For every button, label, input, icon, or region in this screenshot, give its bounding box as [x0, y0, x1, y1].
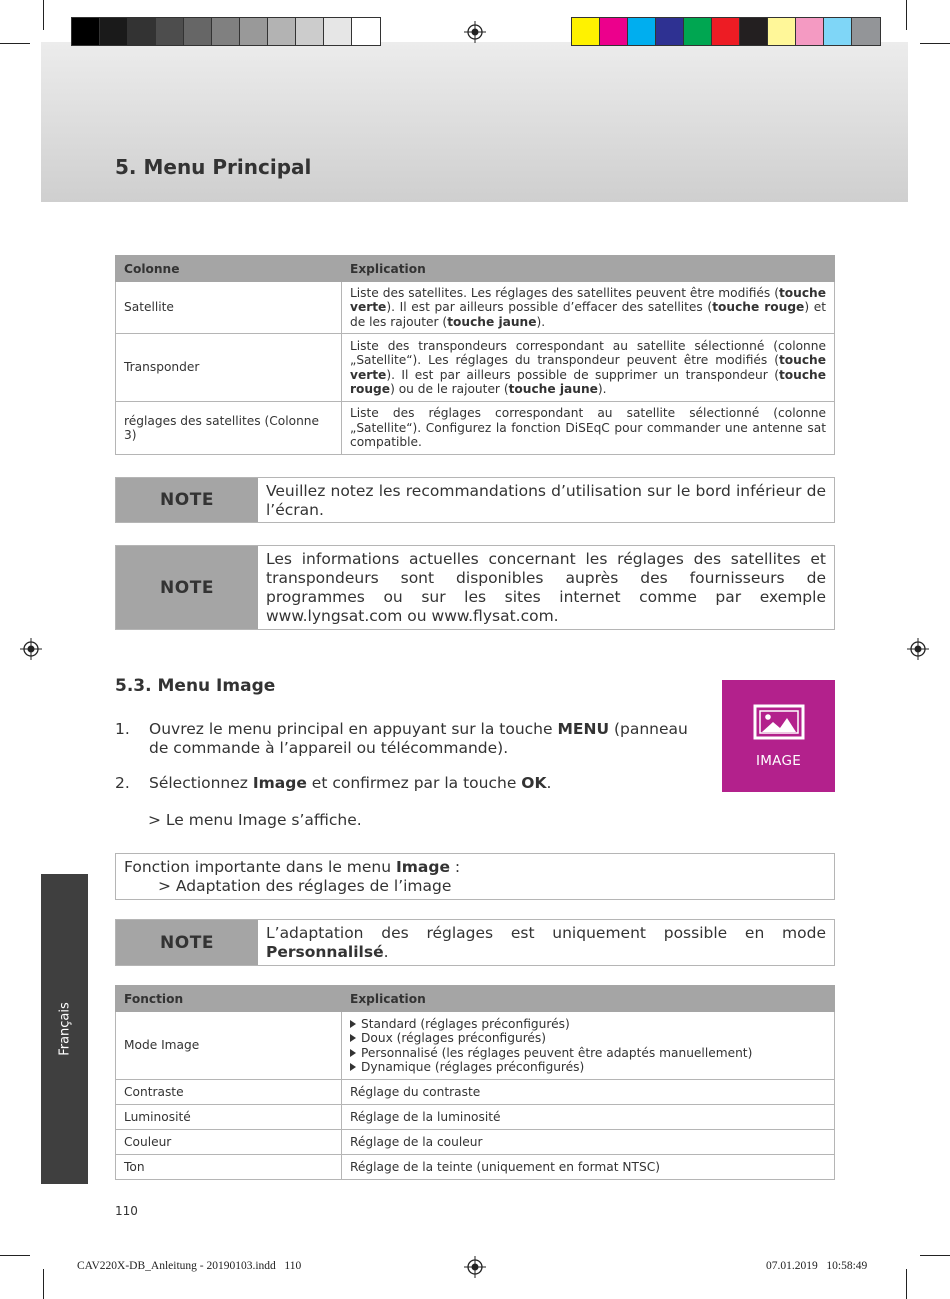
crop-mark	[906, 0, 907, 30]
important-function-box	[115, 853, 835, 900]
table-cell-explanation: Réglage du contraste	[342, 1080, 835, 1105]
note-box	[115, 919, 835, 966]
page-title: 5. Menu Principal	[115, 155, 312, 179]
gray-swatch-bar	[71, 17, 381, 46]
note-text: L’adaptation des réglages est uniquement possible en mode Personnalilsé.	[266, 924, 826, 961]
color-swatch	[352, 18, 380, 45]
crop-mark	[920, 43, 950, 44]
note-label: NOTE	[116, 920, 258, 965]
list-item: Standard (réglages préconfigurés)	[350, 1017, 826, 1031]
table-row	[116, 1012, 835, 1080]
table-cell-explanation: Réglage de la couleur	[342, 1130, 835, 1155]
triangle-bullet-icon	[350, 1063, 356, 1071]
table-cell-explanation	[342, 1012, 835, 1080]
table-cell-column: Satellite	[116, 282, 342, 334]
table-header-cell: Fonction	[116, 986, 342, 1012]
table-cell-explanation: Liste des réglages correspondant au satellite sélectionné (colonne „Satellite“). Configurez la fonction DiSEqC pour commander une antenne sat compatible.	[342, 402, 835, 455]
picture-icon	[753, 704, 805, 740]
table-cell-explanation: Réglage de la luminosité	[342, 1105, 835, 1130]
color-swatch	[600, 18, 628, 45]
image-tile-label: IMAGE	[755, 753, 802, 769]
step-text: Ouvrez le menu principal en appuyant sur la touche MENU (panneau de commande à l’appareil ou télécommande).	[149, 720, 688, 757]
crop-mark	[43, 0, 44, 30]
table-cell-column: réglages des satellites (Colonne 3)	[116, 402, 342, 455]
triangle-bullet-icon	[350, 1034, 356, 1042]
table-row	[116, 1080, 835, 1105]
list-item: Personnalisé (les réglages peuvent être adaptés manuellement)	[350, 1046, 826, 1060]
step-item	[115, 720, 715, 760]
image-menu-tile	[722, 680, 835, 792]
step-text: Sélectionnez Image et confirmez par la touche OK.	[149, 774, 552, 792]
image-functions-table	[115, 985, 835, 1180]
print-slug-date: 07.01.2019 10:58:49	[766, 1260, 868, 1272]
table-cell-explanation: Liste des satellites. Les réglages des satellites peuvent être modifiés (touche verte). Il est par ailleurs possible d’effacer des satellites (touche rouge) et de les rajouter (touche jaune).	[342, 282, 835, 334]
color-swatch	[712, 18, 740, 45]
registration-mark-icon	[907, 638, 929, 660]
registration-mark-icon	[464, 1256, 486, 1278]
table-header-cell: Explication	[342, 256, 835, 282]
color-swatch	[740, 18, 768, 45]
table-cell-column: Contraste	[116, 1080, 342, 1105]
color-swatch-bar	[571, 17, 881, 46]
registration-mark-icon	[464, 21, 486, 43]
color-swatch	[684, 18, 712, 45]
color-swatch	[628, 18, 656, 45]
step-number: 2.	[115, 774, 130, 792]
registration-mark-icon	[20, 638, 42, 660]
table-row	[116, 282, 835, 334]
color-swatch	[128, 18, 156, 45]
table-row	[116, 1130, 835, 1155]
note-text: Veuillez notez les recommandations d’utilisation sur le bord inférieur de l’écran.	[266, 482, 826, 519]
step-result: > Le menu Image s’affiche.	[148, 811, 362, 829]
crop-mark	[43, 1269, 44, 1299]
table-row	[116, 334, 835, 402]
step-item	[115, 774, 715, 794]
step-number: 1.	[115, 720, 130, 738]
triangle-bullet-icon	[350, 1049, 356, 1057]
list-item: Doux (réglages préconfigurés)	[350, 1031, 826, 1045]
section-title: 5.3. Menu Image	[115, 676, 276, 696]
color-swatch	[656, 18, 684, 45]
color-swatch	[100, 18, 128, 45]
table-cell-column: Luminosité	[116, 1105, 342, 1130]
color-swatch	[296, 18, 324, 45]
crop-mark	[0, 1255, 30, 1256]
table-row	[116, 1155, 835, 1180]
table-row	[116, 402, 835, 455]
table-header-cell: Colonne	[116, 256, 342, 282]
page-number: 110	[115, 1204, 138, 1218]
table-cell-column: Transponder	[116, 334, 342, 402]
color-swatch	[268, 18, 296, 45]
table-cell-explanation: Liste des transpondeurs correspondant au satellite sélectionné (colonne „Satellite“). Les réglages du transpondeur peuvent être modifiés (touche verte). Il est par ailleurs possible de supprimer un transpondeur (touche rouge) ou de le rajouter (touche jaune).	[342, 334, 835, 402]
table-cell-explanation: Réglage de la teinte (uniquement en format NTSC)	[342, 1155, 835, 1180]
color-swatch	[824, 18, 852, 45]
table-header-cell: Explication	[342, 986, 835, 1012]
function-box-item: > Adaptation des réglages de l’image	[158, 877, 452, 895]
color-swatch	[72, 18, 100, 45]
color-swatch	[796, 18, 824, 45]
note-label: NOTE	[116, 546, 258, 629]
function-box-title: Fonction importante dans le menu Image :	[124, 858, 461, 876]
table-row	[116, 1105, 835, 1130]
crop-mark	[920, 1255, 950, 1256]
color-swatch	[212, 18, 240, 45]
color-swatch	[184, 18, 212, 45]
crop-mark	[0, 43, 30, 44]
crop-mark	[906, 1269, 907, 1299]
note-box	[115, 545, 835, 630]
note-text: Les informations actuelles concernant les réglages des satellites et transpondeurs sont disponibles auprès des fournisseurs de programmes ou sur les sites internet comme par exemple www.lyngsat.com ou www.flysat.com.	[266, 550, 826, 625]
print-slug-file: CAV220X-DB_Anleitung - 20190103.indd 110	[77, 1260, 302, 1272]
color-swatch	[768, 18, 796, 45]
color-swatch	[572, 18, 600, 45]
language-tab	[41, 874, 88, 1184]
language-label: Français	[57, 1002, 72, 1056]
color-swatch	[852, 18, 880, 45]
triangle-bullet-icon	[350, 1020, 356, 1028]
table-cell-column: Couleur	[116, 1130, 342, 1155]
color-swatch	[156, 18, 184, 45]
table-cell-column: Mode Image	[116, 1012, 342, 1080]
table-cell-column: Ton	[116, 1155, 342, 1180]
note-box	[115, 477, 835, 523]
color-swatch	[240, 18, 268, 45]
color-swatch	[324, 18, 352, 45]
note-label: NOTE	[116, 478, 258, 522]
satellite-columns-table	[115, 255, 835, 455]
list-item: Dynamique (réglages préconfigurés)	[350, 1060, 826, 1074]
